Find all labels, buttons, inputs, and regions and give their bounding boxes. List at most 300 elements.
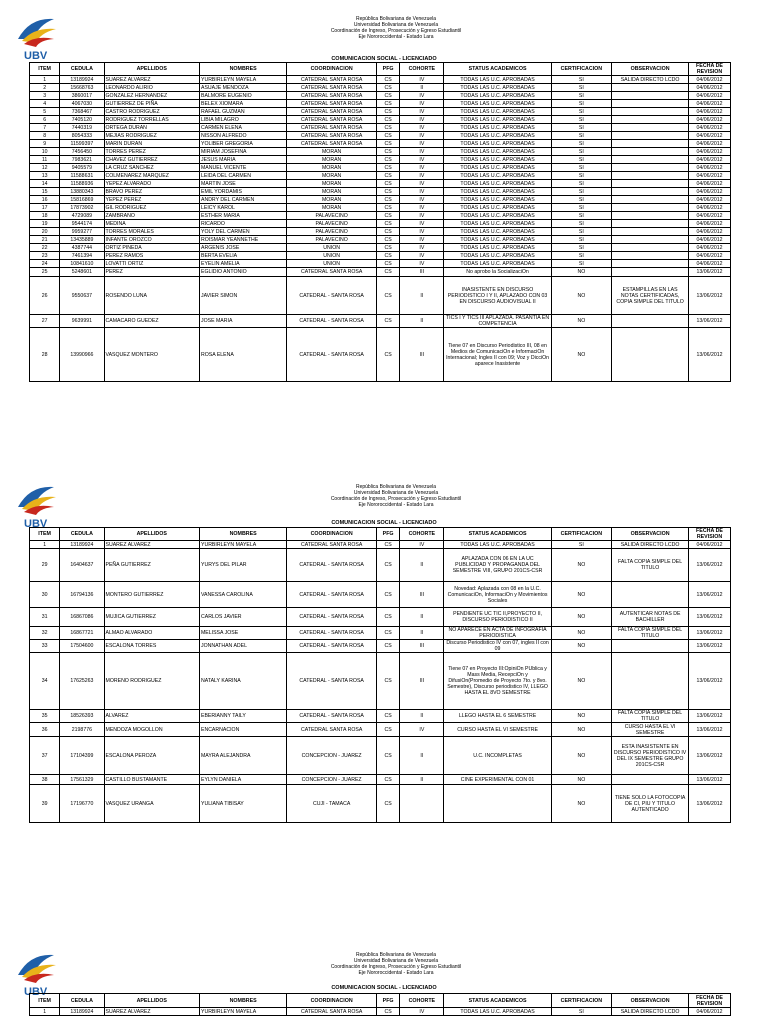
cell-item: 30	[30, 582, 60, 608]
cell-cedula: 11588631	[60, 172, 104, 180]
cell-cohorte: IV	[400, 140, 444, 148]
cell-nombres: ESTHER MARIA	[199, 212, 286, 220]
svg-text:UBV: UBV	[24, 986, 48, 998]
cell-fecha: 04/06/2012	[689, 1008, 731, 1016]
cell-observacion: FALTA COPIA SIMPLE DEL TITULO	[612, 549, 689, 582]
cell-cohorte: IV	[400, 196, 444, 204]
cell-cedula: 16404637	[60, 549, 104, 582]
cell-coordinacion: MORAN	[287, 196, 377, 204]
table-row	[30, 785, 731, 823]
cell-item: 13	[30, 172, 60, 180]
cell-cohorte: IV	[400, 164, 444, 172]
cell-coordinacion: CATEDRAL SANTA ROSA	[287, 140, 377, 148]
cell-coordinacion: CATEDRAL - SANTA ROSA	[287, 710, 377, 723]
cell-observacion	[612, 204, 689, 212]
cell-certificacion: SI	[551, 148, 612, 156]
cell-status: TODAS LAS U.C. APROBADAS	[444, 188, 551, 196]
cell-fecha: 13/06/2012	[689, 653, 731, 710]
cell-certificacion: SI	[551, 180, 612, 188]
header-line: Coordinación de Ingreso, Prosecución y Egreso Estudiantil	[330, 28, 462, 34]
cell-status: CURSO HASTA EL VI SEMESTRE	[444, 723, 551, 737]
cell-observacion	[612, 328, 689, 382]
cell-nombres: LEIDA DEL CARMEN	[199, 172, 286, 180]
cell-item: 14	[30, 180, 60, 188]
cell-certificacion: NO	[551, 582, 612, 608]
cell-item: 10	[30, 148, 60, 156]
cell-status: Tiene 07 en Discurso Periodistico III, 08 en Medios de ComunicaciOn e InformaciOn Internacional; Ingles II con 09; Voz y DicciOn aparece Inasistente	[444, 328, 551, 382]
cell-cohorte: IV	[400, 204, 444, 212]
header-line: Universidad Bolivariana de Venezuela	[353, 490, 439, 496]
cell-coordinacion: UNION	[287, 260, 377, 268]
column-header-apellidos: APELLIDOS	[104, 528, 199, 541]
cell-nombres: JAVIER SIMON	[199, 277, 286, 315]
cell-status: TODAS LAS U.C. APROBADAS	[444, 148, 551, 156]
cell-apellidos: CAMACARO GUEDEZ	[104, 315, 199, 328]
cell-cedula: 7461394	[60, 252, 104, 260]
cell-coordinacion: CATEDRAL SANTA ROSA	[287, 1008, 377, 1016]
cell-pfg: CS	[376, 100, 399, 108]
cell-certificacion: SI	[551, 541, 612, 549]
cell-pfg: CS	[376, 608, 399, 627]
table-row	[30, 228, 731, 236]
cell-observacion: SALIDA DIRECTO LCDO	[612, 541, 689, 549]
cell-pfg: CS	[376, 627, 399, 640]
cell-coordinacion: MORAN	[287, 188, 377, 196]
column-header-item: ITEM	[30, 994, 60, 1008]
cell-pfg: CS	[376, 582, 399, 608]
cell-item: 37	[30, 737, 60, 775]
document-title: COMUNICACION SOCIAL - LICENCIADO	[331, 56, 437, 62]
cell-observacion: CURSO HASTA EL VI SEMESTRE	[612, 723, 689, 737]
cell-cohorte: III	[400, 328, 444, 382]
cell-nombres: JOSE MARIA	[199, 315, 286, 328]
cell-cedula: 3860017	[60, 92, 104, 100]
table-row	[30, 148, 731, 156]
cell-cohorte: II	[400, 710, 444, 723]
cell-coordinacion: MORAN	[287, 164, 377, 172]
cell-item: 18	[30, 212, 60, 220]
cell-nombres: EGLIDIO ANTONIO	[199, 268, 286, 277]
cell-apellidos: ALVAREZ	[104, 710, 199, 723]
cell-apellidos: ALMAO ALVARADO	[104, 627, 199, 640]
cell-coordinacion: CONCEPCION - JUAREZ	[287, 775, 377, 785]
cell-fecha: 04/06/2012	[689, 156, 731, 164]
cell-nombres: JESUS MARIA	[199, 156, 286, 164]
cell-fecha: 04/06/2012	[689, 196, 731, 204]
table-row	[30, 277, 731, 315]
table-row	[30, 76, 731, 84]
cell-fecha: 04/06/2012	[689, 148, 731, 156]
cell-status: TODAS LAS U.C. APROBADAS	[444, 156, 551, 164]
cell-item: 28	[30, 328, 60, 382]
cell-coordinacion: CATEDRAL SANTA ROSA	[287, 100, 377, 108]
cell-pfg: CS	[376, 236, 399, 244]
header-line: Eje Nororoccidental - Estado Lara	[358, 502, 434, 508]
cell-pfg: CS	[376, 84, 399, 92]
cell-fecha: 04/06/2012	[689, 172, 731, 180]
cell-status: Tiene 07 en Proyecto III:OpiniOn PUblica y Mass Media, RecepciOn y DifusiOn(Promedio de Proyecto 7to. y 8vo. Semestre), Discurso periodistico IV, LLEGO HASTA EL 8VO SEMESTRE	[444, 653, 551, 710]
cell-cedula: 8054333	[60, 132, 104, 140]
cell-item: 15	[30, 188, 60, 196]
cell-apellidos: CHAVEZ GUTIERREZ	[104, 156, 199, 164]
cell-certificacion: NO	[551, 627, 612, 640]
cell-coordinacion: CATEDRAL - SANTA ROSA	[287, 640, 377, 653]
cell-pfg: CS	[376, 328, 399, 382]
cell-apellidos: TORRES PEREZ	[104, 148, 199, 156]
column-header-coordinacion: COORDINACION	[287, 63, 377, 76]
cell-nombres: YURBIRLEYN MAYELA	[199, 541, 286, 549]
header-line: República Bolivariana de Venezuela	[355, 16, 437, 22]
table-row	[30, 608, 731, 627]
cell-certificacion: SI	[551, 236, 612, 244]
table-row	[30, 132, 731, 140]
cell-cohorte: IV	[400, 723, 444, 737]
cell-certificacion: SI	[551, 76, 612, 84]
cell-certificacion: SI	[551, 244, 612, 252]
cell-status: TODAS LAS U.C. APROBADAS	[444, 132, 551, 140]
cell-coordinacion: UNION	[287, 252, 377, 260]
cell-observacion	[612, 156, 689, 164]
cell-item: 21	[30, 236, 60, 244]
cell-item: 11	[30, 156, 60, 164]
cell-coordinacion: MORAN	[287, 180, 377, 188]
cell-cedula: 18526393	[60, 710, 104, 723]
cell-status: TODAS LAS U.C. APROBADAS	[444, 236, 551, 244]
header-line: Coordinación de Ingreso, Prosecución y Egreso Estudiantil	[330, 964, 462, 970]
cell-apellidos: MEJIAS RODRIGUEZ	[104, 132, 199, 140]
cell-pfg: CS	[376, 252, 399, 260]
header-line: República Bolivariana de Venezuela	[355, 484, 437, 490]
cell-cohorte: IV	[400, 260, 444, 268]
cell-apellidos: ROSENDO LUNA	[104, 277, 199, 315]
cell-observacion	[612, 260, 689, 268]
cell-pfg: CS	[376, 268, 399, 277]
cell-fecha: 04/06/2012	[689, 228, 731, 236]
cell-apellidos: YEPEZ PEREZ	[104, 196, 199, 204]
table-row	[30, 212, 731, 220]
cell-cedula: 11588936	[60, 180, 104, 188]
cell-certificacion: SI	[551, 172, 612, 180]
column-header-cohorte: COHORTE	[400, 63, 444, 76]
cell-item: 31	[30, 608, 60, 627]
cell-status: TODAS LAS U.C. APROBADAS	[444, 92, 551, 100]
column-header-fecha: FECHA DE REVISION	[689, 63, 731, 76]
cell-nombres: YOLY DEL CARMEN	[199, 228, 286, 236]
cell-cedula: 16867086	[60, 608, 104, 627]
cell-cedula: 15668763	[60, 84, 104, 92]
cell-apellidos: MENDOZA MOGOLLON	[104, 723, 199, 737]
cell-coordinacion: UNION	[287, 244, 377, 252]
cell-item: 32	[30, 627, 60, 640]
cell-observacion	[612, 84, 689, 92]
cell-cedula: 17504600	[60, 640, 104, 653]
cell-pfg: CS	[376, 277, 399, 315]
cell-item: 16	[30, 196, 60, 204]
cell-fecha: 04/06/2012	[689, 188, 731, 196]
table-row	[30, 92, 731, 100]
cell-cedula: 16794136	[60, 582, 104, 608]
cell-nombres: YURYS DEL PILAR	[199, 549, 286, 582]
cell-cedula: 11599397	[60, 140, 104, 148]
cell-cohorte: IV	[400, 124, 444, 132]
header-line: Universidad Bolivariana de Venezuela	[353, 958, 439, 964]
column-header-item: ITEM	[30, 63, 60, 76]
cell-pfg: CS	[376, 541, 399, 549]
cell-cohorte: IV	[400, 228, 444, 236]
cell-cedula: 17625263	[60, 653, 104, 710]
cell-item: 24	[30, 260, 60, 268]
cell-fecha: 13/06/2012	[689, 640, 731, 653]
cell-observacion	[612, 252, 689, 260]
cell-certificacion: SI	[551, 196, 612, 204]
cell-fecha: 04/06/2012	[689, 212, 731, 220]
cell-observacion	[612, 236, 689, 244]
cell-item: 20	[30, 228, 60, 236]
cell-item: 26	[30, 277, 60, 315]
cell-status: TODAS LAS U.C. APROBADAS	[444, 220, 551, 228]
cell-fecha: 13/06/2012	[689, 608, 731, 627]
table-row	[30, 260, 731, 268]
cell-cohorte: III	[400, 582, 444, 608]
cell-nombres: BERTA EVELIA	[199, 252, 286, 260]
cell-coordinacion: CATEDRAL SANTA ROSA	[287, 84, 377, 92]
cell-fecha: 04/06/2012	[689, 252, 731, 260]
cell-cohorte: IV	[400, 541, 444, 549]
table-row	[30, 775, 731, 785]
column-header-certificacion: CERTIFICACION	[551, 994, 612, 1008]
cell-pfg: CS	[376, 164, 399, 172]
cell-apellidos: MARIN DURAN	[104, 140, 199, 148]
cell-fecha: 04/06/2012	[689, 140, 731, 148]
cell-item: 6	[30, 116, 60, 124]
cell-nombres: NISSON ALFREDO	[199, 132, 286, 140]
column-header-observacion: OBSERVACION	[612, 994, 689, 1008]
header-line: Eje Nororoccidental - Estado Lara	[358, 34, 434, 40]
cell-certificacion: NO	[551, 775, 612, 785]
students-table	[29, 993, 731, 1016]
cell-cohorte: II	[400, 549, 444, 582]
cell-pfg: CS	[376, 204, 399, 212]
column-header-certificacion: CERTIFICACION	[551, 63, 612, 76]
cell-coordinacion: PALAVECINO	[287, 236, 377, 244]
table-row	[30, 1008, 731, 1016]
cell-fecha: 13/06/2012	[689, 268, 731, 277]
cell-pfg: CS	[376, 220, 399, 228]
cell-status: INASISTENTE EN DISCURSO PERIODISTICO I Y II, APLAZADO CON 03 EN DISCURSO AUDIOVISUAL II	[444, 277, 551, 315]
cell-fecha: 04/06/2012	[689, 541, 731, 549]
cell-nombres: EBERIANNY TAILY	[199, 710, 286, 723]
cell-fecha: 13/06/2012	[689, 582, 731, 608]
cell-certificacion: SI	[551, 100, 612, 108]
table-row	[30, 582, 731, 608]
cell-status: TODAS LAS U.C. APROBADAS	[444, 76, 551, 84]
table-row	[30, 244, 731, 252]
table-row	[30, 653, 731, 710]
table-header-row	[30, 994, 731, 1008]
cell-certificacion: SI	[551, 164, 612, 172]
cell-item: 12	[30, 164, 60, 172]
cell-cohorte: IV	[400, 132, 444, 140]
cell-certificacion: SI	[551, 156, 612, 164]
column-header-nombres: NOMBRES	[199, 63, 286, 76]
cell-certificacion: SI	[551, 132, 612, 140]
cell-observacion: SALIDA DIRECTO LCDO	[612, 76, 689, 84]
cell-certificacion: NO	[551, 608, 612, 627]
cell-coordinacion: CATEDRAL SANTA ROSA	[287, 76, 377, 84]
cell-nombres: LIBIA MILAGRO	[199, 116, 286, 124]
cell-cohorte: IV	[400, 100, 444, 108]
column-header-cedula: CEDULA	[60, 63, 104, 76]
cell-fecha: 13/06/2012	[689, 549, 731, 582]
cell-apellidos: VASQUEZ URANGA	[104, 785, 199, 823]
cell-coordinacion: CATEDRAL SANTA ROSA	[287, 92, 377, 100]
column-header-status: STATUS ACADEMICOS	[444, 63, 551, 76]
table-row	[30, 116, 731, 124]
cell-apellidos: PEREZ RAMOS	[104, 252, 199, 260]
cell-coordinacion: CONCEPCION - JUAREZ	[287, 737, 377, 775]
cell-apellidos: ORTEGA DURAN	[104, 124, 199, 132]
table-header-row	[30, 63, 731, 76]
cell-certificacion: SI	[551, 212, 612, 220]
cell-item: 5	[30, 108, 60, 116]
cell-cedula: 15816869	[60, 196, 104, 204]
cell-nombres: VANESSA CAROLINA	[199, 582, 286, 608]
header-line: Coordinación de Ingreso, Prosecución y Egreso Estudiantil	[330, 496, 462, 502]
cell-cohorte: III	[400, 653, 444, 710]
column-header-cedula: CEDULA	[60, 994, 104, 1008]
cell-cohorte: IV	[400, 156, 444, 164]
cell-observacion	[612, 124, 689, 132]
cell-observacion	[612, 172, 689, 180]
table-row	[30, 710, 731, 723]
cell-nombres: ANDRY DEL CARMEN	[199, 196, 286, 204]
cell-status: TODAS LAS U.C. APROBADAS	[444, 541, 551, 549]
cell-coordinacion: PALAVECINO	[287, 212, 377, 220]
cell-observacion	[612, 212, 689, 220]
cell-item: 35	[30, 710, 60, 723]
cell-observacion	[612, 228, 689, 236]
cell-nombres: EYLYN DANIELA	[199, 775, 286, 785]
cell-coordinacion: PALAVECINO	[287, 228, 377, 236]
table-row	[30, 328, 731, 382]
cell-observacion	[612, 100, 689, 108]
cell-status: TODAS LAS U.C. APROBADAS	[444, 204, 551, 212]
column-header-nombres: NOMBRES	[199, 528, 286, 541]
cell-nombres: CARLOS JAVIER	[199, 608, 286, 627]
cell-coordinacion: CATEDRAL SANTA ROSA	[287, 116, 377, 124]
cell-status: TODAS LAS U.C. APROBADAS	[444, 164, 551, 172]
column-header-cohorte: COHORTE	[400, 528, 444, 541]
cell-status	[444, 785, 551, 823]
cell-fecha: 04/06/2012	[689, 180, 731, 188]
cell-item: 1	[30, 76, 60, 84]
institution-header	[0, 16, 768, 40]
cell-item: 36	[30, 723, 60, 737]
cell-cohorte: II	[400, 277, 444, 315]
institution-header	[0, 952, 768, 976]
cell-nombres: NATALY KARINA	[199, 653, 286, 710]
cell-observacion	[612, 92, 689, 100]
cell-fecha: 13/06/2012	[689, 775, 731, 785]
cell-item: 23	[30, 252, 60, 260]
cell-status: TODAS LAS U.C. APROBADAS	[444, 1008, 551, 1016]
cell-cedula: 10841610	[60, 260, 104, 268]
cell-apellidos: MUJICA GUTIERREZ	[104, 608, 199, 627]
column-header-status: STATUS ACADEMICOS	[444, 528, 551, 541]
cell-item: 4	[30, 100, 60, 108]
cell-status: Discurso Periodistico IV con 07, ingles II con 09	[444, 640, 551, 653]
cell-status: No aprobo la SocializaciOn	[444, 268, 551, 277]
cell-cohorte: II	[400, 737, 444, 775]
cell-certificacion: NO	[551, 737, 612, 775]
column-header-pfg: PFG	[376, 528, 399, 541]
cell-observacion	[612, 188, 689, 196]
cell-fecha: 04/06/2012	[689, 108, 731, 116]
cell-fecha: 13/06/2012	[689, 315, 731, 328]
cell-cedula: 9405579	[60, 164, 104, 172]
cell-cedula: 17104399	[60, 737, 104, 775]
cell-cohorte: IV	[400, 220, 444, 228]
cell-observacion: ESTAMPILLAS EN LAS NOTAS CERTIFICADAS, COPIA SIMPLE DEL TITULO	[612, 277, 689, 315]
cell-apellidos: RODRIGUEZ TORRELLAS	[104, 116, 199, 124]
cell-cedula: 5248601	[60, 268, 104, 277]
cell-cohorte: IV	[400, 76, 444, 84]
cell-pfg: CS	[376, 640, 399, 653]
cell-apellidos: LA CRUZ SANCHEZ	[104, 164, 199, 172]
table-row	[30, 640, 731, 653]
cell-fecha: 04/06/2012	[689, 92, 731, 100]
cell-status: TODAS LAS U.C. APROBADAS	[444, 260, 551, 268]
cell-nombres: ASUAJE MENDOZA	[199, 84, 286, 92]
cell-status: TODAS LAS U.C. APROBADAS	[444, 244, 551, 252]
cell-item: 25	[30, 268, 60, 277]
cell-apellidos: BRAVO PEREZ	[104, 188, 199, 196]
cell-coordinacion: CATEDRAL - SANTA ROSA	[287, 328, 377, 382]
cell-coordinacion: CATEDRAL SANTA ROSA	[287, 132, 377, 140]
cell-certificacion: NO	[551, 315, 612, 328]
cell-fecha: 04/06/2012	[689, 116, 731, 124]
cell-coordinacion: CUJI - TAMACA	[287, 785, 377, 823]
cell-apellidos: ORTIZ PINEDA	[104, 244, 199, 252]
cell-apellidos: COLMENAREZ MARQUEZ	[104, 172, 199, 180]
cell-cohorte: IV	[400, 180, 444, 188]
cell-coordinacion: CATEDRAL - SANTA ROSA	[287, 582, 377, 608]
cell-observacion	[612, 268, 689, 277]
cell-cohorte: IV	[400, 116, 444, 124]
cell-observacion	[612, 220, 689, 228]
table-row	[30, 164, 731, 172]
cell-certificacion: SI	[551, 1008, 612, 1016]
cell-item: 1	[30, 541, 60, 549]
cell-certificacion: SI	[551, 228, 612, 236]
cell-apellidos: LOVATTI ORTIZ	[104, 260, 199, 268]
column-header-cedula: CEDULA	[60, 528, 104, 541]
cell-apellidos: GIL RODRIGUEZ	[104, 204, 199, 212]
table-row	[30, 172, 731, 180]
column-header-pfg: PFG	[376, 994, 399, 1008]
cell-coordinacion: CATEDRAL SANTA ROSA	[287, 723, 377, 737]
cell-nombres: ROISMAR YEANNETHE	[199, 236, 286, 244]
svg-text:UBV: UBV	[24, 50, 48, 62]
cell-certificacion: NO	[551, 549, 612, 582]
cell-apellidos: ESCALONA PEROZA	[104, 737, 199, 775]
cell-pfg: CS	[376, 737, 399, 775]
cell-fecha: 04/06/2012	[689, 100, 731, 108]
cell-certificacion: NO	[551, 328, 612, 382]
cell-status: NO APARECE EN ACTA DE INFOGRAFIA PERIODISTICA	[444, 627, 551, 640]
table-row	[30, 204, 731, 212]
cell-nombres: EMIL YORDAMIS	[199, 188, 286, 196]
